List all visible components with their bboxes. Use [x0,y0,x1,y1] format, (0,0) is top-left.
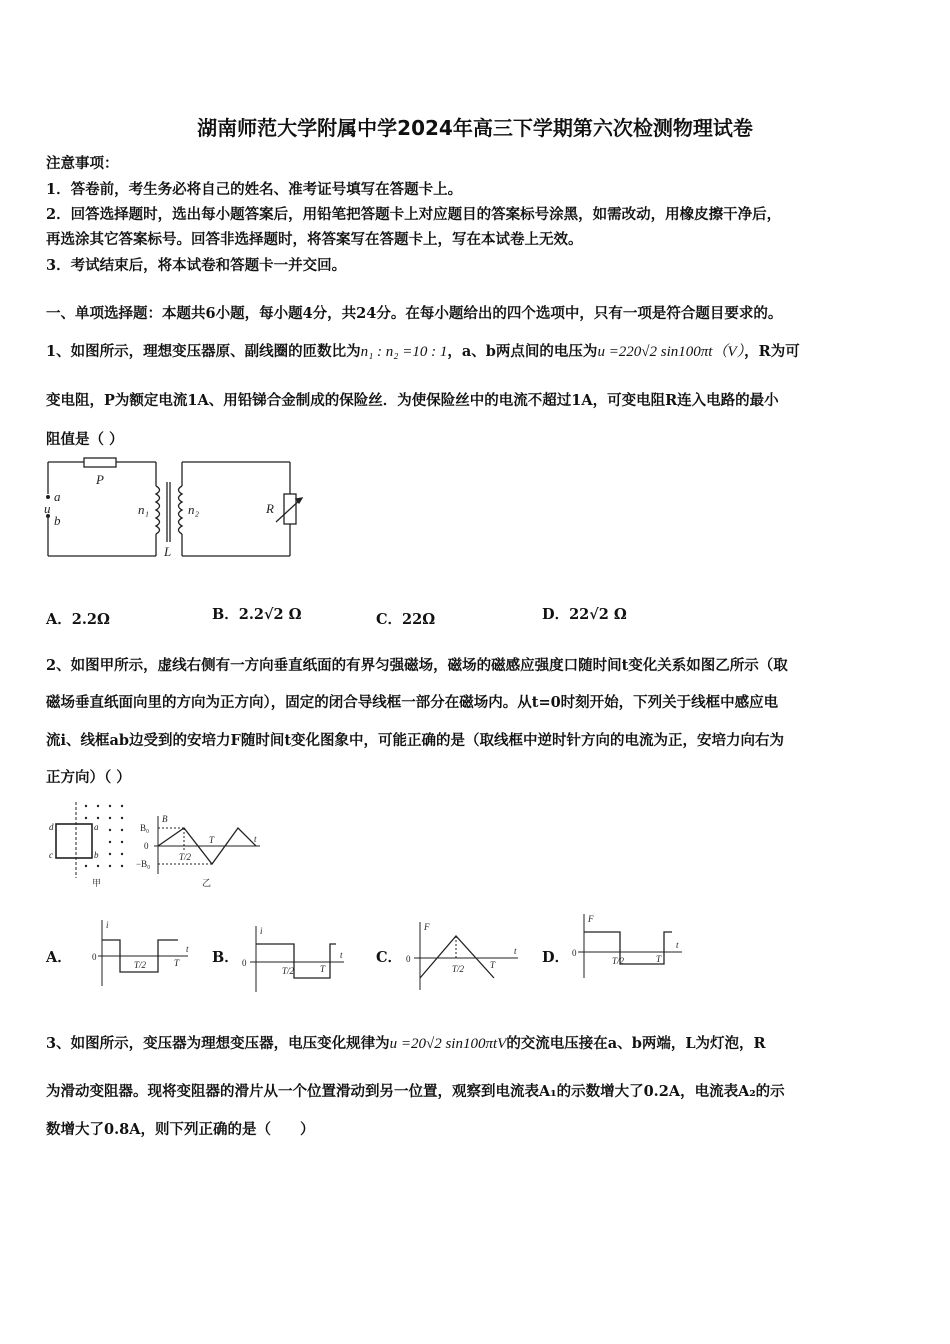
q2-option-b[interactable]: B． [212,949,239,966]
q1-option-a[interactable]: A．2.2Ω [46,611,110,628]
q1-turns-ratio: n₁ : n₂ =10 : 1 [360,344,448,360]
q1-voltage-formula: u =220√2 sin100πt（V） [597,344,745,360]
page-title: 湖南师范大学附属中学2024年高三下学期第六次检测物理试卷 [197,116,753,140]
q2-option-d-graph[interactable] [572,912,687,982]
svg-text:t: t [514,946,517,956]
label-o: 0 [144,841,149,851]
section-heading: 一、单项选择题：本题共6小题，每小题4分，共24分。在每小题给出的四个选项中，只有一项是符合题目要求的。 [46,305,783,322]
label-jia: 甲 [92,878,102,888]
notes-item: 再选涂其它答案标号。回答非选择题时，将答案写在答题卡上，写在本试卷上无效。 [46,231,583,248]
q2-figure-jia [46,800,136,890]
q1-stem-line3: 阻值是（ ） [46,431,124,448]
q1-transformer-circuit [44,456,314,561]
axis-b: B [162,814,168,824]
label-half-period: T/2 [179,852,192,862]
q2-option-b-graph[interactable] [238,924,348,994]
label-b: b [54,513,61,528]
notes-item: 1．答卷前，考生务必将自己的姓名、准考证号填写在答题卡上。 [46,181,463,198]
q3-stem-line3: 数增大了0.8A，则下列正确的是（ ） [46,1121,315,1138]
svg-text:T: T [174,958,180,968]
svg-text:0: 0 [572,948,577,958]
label-b: b [94,850,99,860]
q1-option-c[interactable]: C．22Ω [376,611,436,628]
label-a: a [54,489,61,504]
q2-option-c-graph[interactable] [404,920,524,992]
q2-option-d[interactable]: D． [542,949,570,966]
q2-figure-yi [136,812,266,890]
label-p: P [96,472,104,487]
label-r: R [266,501,274,516]
q2-option-c[interactable]: C． [376,949,403,966]
label-c: c [49,850,53,860]
q2-stem-line1: 2、如图甲所示，虚线右侧有一方向垂直纸面的有界匀强磁场，磁场的磁感应强度口随时间t变化关系如图乙所示（取 [46,657,788,674]
q2-option-a-graph[interactable] [92,918,192,988]
label-l: L [164,544,172,559]
svg-text:0: 0 [92,952,97,962]
label-neg-b0: −B₀ [136,859,151,869]
svg-text:t: t [676,940,679,950]
label-b0: B₀ [140,823,150,833]
q1-stem-line2: 变电阻，P为额定电流1A、用铅锑合金制成的保险丝．为使保险丝中的电流不超过1A，可变电阻R连入电路的最小 [46,392,779,409]
svg-text:t: t [340,950,343,960]
label-period: T [209,835,215,845]
q2-stem-line2: 磁场垂直纸面向里的方向为正方向），固定的闭合导线框一部分在磁场内。从t=0时刻开始，下列关于线框中感应电 [46,694,779,711]
svg-text:T/2: T/2 [134,960,147,970]
q2-stem-line4: 正方向）（ ） [46,769,131,786]
label-n2: n₂ [188,502,200,517]
q2-option-a[interactable]: A． [46,949,72,966]
svg-text:T/2: T/2 [452,964,465,974]
svg-text:T: T [490,960,496,970]
svg-text:T: T [656,954,662,964]
svg-text:T: T [320,964,326,974]
svg-text:0: 0 [406,954,411,964]
notes-heading: 注意事项： [46,155,119,172]
svg-text:t: t [186,944,189,954]
notes-item: 3．考试结束后，将本试卷和答题卡一并交回。 [46,257,347,274]
label-u: u [44,501,51,516]
label-yi: 乙 [202,878,212,888]
notes-item: 2．回答选择题时，选出每小题答案后，用铅笔把答题卡上对应题目的答案标号涂黑，如需改动，用橡皮擦干净后， [46,206,782,223]
svg-text:F: F [588,914,594,924]
svg-text:0: 0 [242,958,247,968]
label-n1: n₁ [138,502,150,517]
svg-text:i: i [106,920,109,930]
label-a: a [94,822,99,832]
q1-option-b[interactable]: B．2.2√2 Ω [212,606,302,623]
q2-stem-line3: 流i、线框ab边受到的安培力F随时间t变化图象中，可能正确的是（取线框中逆时针方向的电流为正，安培力向右为 [46,732,785,749]
axis-t: t [254,834,257,844]
q3-voltage-formula: u =20√2 sin100πtV [389,1036,507,1052]
svg-text:F: F [424,922,430,932]
q3-stem-line1: 3、如图所示，变压器为理想变压器，电压变化规律为u =20√2 sin100πtV的交流电压接在a、b两端，L为灯泡，R [46,1035,766,1052]
q1-stem-line1: 1、如图所示，理想变压器原、副线圈的匝数比为n₁ : n₂ =10 : 1，a、b两点间的电压为u =220√2 sin100πt（V），R为可 [46,343,800,360]
svg-text:T/2: T/2 [612,956,625,966]
svg-text:T/2: T/2 [282,966,295,976]
label-d: d [49,822,54,832]
svg-text:i: i [260,926,263,936]
q1-option-d[interactable]: D．22√2 Ω [542,606,627,623]
q3-stem-line2: 为滑动变阻器。现将变阻器的滑片从一个位置滑动到另一位置，观察到电流表A₁的示数增大了0.2A，电流表A₂的示 [46,1083,785,1100]
